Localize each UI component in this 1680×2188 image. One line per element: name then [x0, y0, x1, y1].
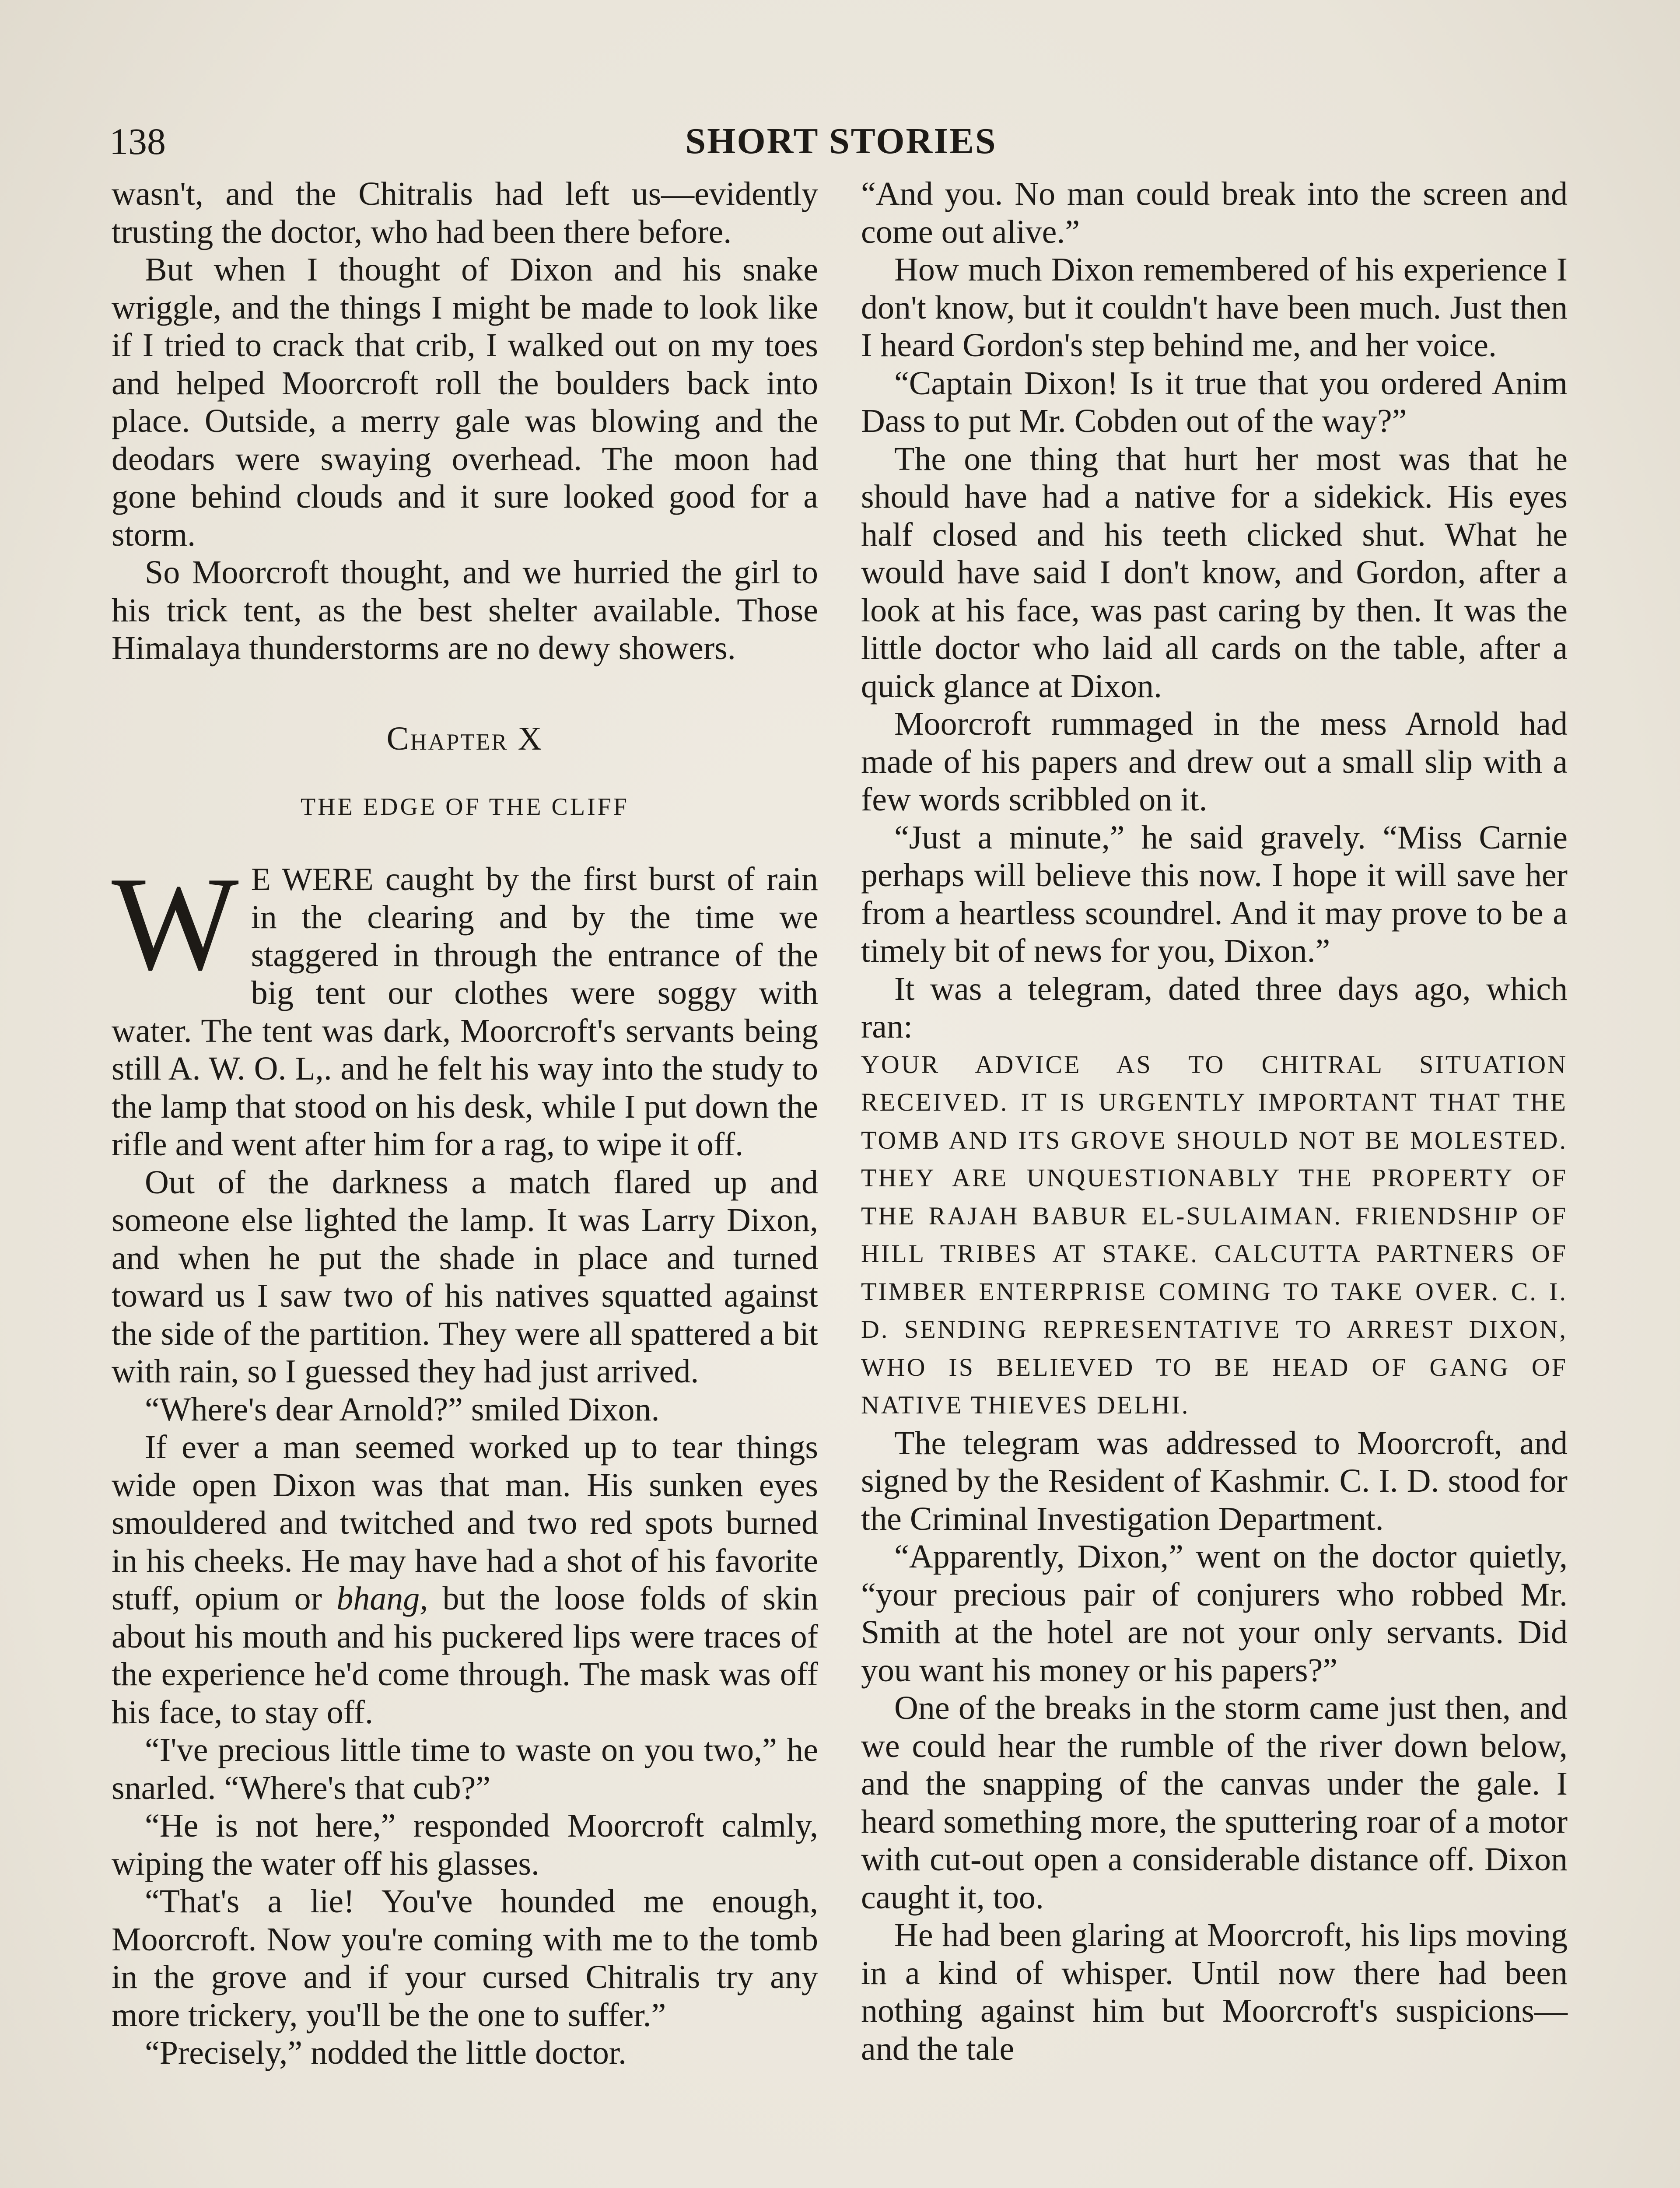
paragraph: “That's a lie! You've hounded me enough, Moorcroft. Now you're coming with me to the tomb in the grove and if your cursed Chitralis try any more trickery, you'll be the one to suffer.” — [112, 1883, 818, 2034]
paragraph: “Captain Dixon! Is it true that you ordered Anim Dass to put Mr. Cobden out of the way?” — [861, 365, 1568, 439]
chapter-heading: Chapter X — [386, 720, 543, 757]
paragraph: So Moorcroft thought, and we hurried the girl to his trick tent, as the best shelter available. Those Himalaya thunderstorms are no dewy showers. — [112, 554, 818, 666]
running-title: SHORT STORIES — [685, 121, 997, 161]
paragraph — [112, 860, 818, 1164]
left-column — [112, 175, 818, 2072]
paragraph: “Precisely,” nodded the little doctor. — [145, 2034, 626, 2071]
italic-word: bhang, — [336, 1580, 428, 1617]
chapter-opening — [112, 860, 818, 1164]
paragraph: “Just a minute,” he said gravely. “Miss Carnie perhaps will believe this now. I hope it will save her from a heartless scoundrel. And it may prove to be a timely bit of news for you, Dixon.” — [861, 819, 1568, 969]
paragraph: “Apparently, Dixon,” went on the doctor quietly, “your precious pair of conjurers who robbed Mr. Smith at the hotel are not your only servants. Did you want his money or his papers?” — [861, 1538, 1568, 1689]
paragraph: But when I thought of Dixon and his snake wriggle, and the things I might be made to look like if I tried to crack that crib, I walked out on my toes and helped Moorcroft roll the boulders back into place. Outside, a merry gale was blowing and the deodars were swaying overhead. The moon had gone behind clouds and it sure looked good for a storm. — [112, 251, 818, 553]
paragraph: One of the breaks in the storm came just then, and we could hear the rumble of the river down below, and the snapping of the canvas under the gale. I heard something more, the sputtering roar of a motor with cut-out open a considerable distance off. Dixon caught it, too. — [861, 1690, 1568, 1916]
page-number: 138 — [109, 120, 166, 162]
paragraph: The one thing that hurt her most was that he should have had a native for a sidekick. His eyes half closed and his teeth clicked shut. What he would have said I don't know, and Gordon, after a look at his face, was past caring by then. It was the little doctor who laid all cards on the table, after a quick glance at Dixon. — [861, 440, 1568, 705]
right-column — [861, 175, 1568, 2068]
lead-in: E WERE — [251, 861, 374, 898]
telegram-text: YOUR ADVICE AS TO CHITRAL SITUATION RECEIVED. IT IS URGENTLY IMPORTANT THAT THE TOMB AND ITS GROVE SHOULD NOT BE MOLESTED. THEY ARE UNQUESTIONABLY THE PROPERTY OF THE RAJAH BABUR EL-SULAIMAN. FRIENDSHIP OF HILL TRIBES AT STAKE. CALCUTTA PARTNERS OF TIMBER ENTERPRISE COMING TO TAKE OVER. C. I. D. SENDING REPRESENTATIVE TO ARREST DIXON, WHO IS BELIEVED TO BE HEAD OF GANG OF NATIVE THIEVES DELHI. — [861, 1050, 1568, 1419]
page-header — [109, 117, 1573, 165]
drop-cap: W — [112, 860, 239, 998]
paragraph: “I've precious little time to waste on you two,” he snarled. “Where's that cub?” — [112, 1732, 818, 1806]
chapter-title: THE EDGE OF THE CLIFF — [300, 793, 630, 820]
paragraph-text: but the loose folds of skin about his mouth and his puckered lips were traces of the experience he'd come through. The mask was off his face, to stay off. — [112, 1580, 819, 1731]
paragraph: The telegram was addressed to Moorcroft, and signed by the Resident of Kashmir. C. I. D. stood for the Criminal Investigation Department. — [861, 1424, 1568, 1537]
paragraph: He had been glaring at Moorcroft, his lips moving in a kind of whisper. Until now there had been nothing against him but Moorcroft's suspicions—and the tale — [861, 1917, 1568, 2067]
paragraph-text: caught by the first burst of rain in the clearing and by the time we staggered in through the entrance of the big tent our clothes were soggy with water. The tent was dark, Moorcroft's servants being still A. W. O. L,. and he felt his way into the study to the lamp that stood on his desk, while I put down the rifle and went after him for a rag, to wipe it off. — [112, 860, 818, 1163]
paragraph: How much Dixon remembered of his experience I don't know, but it couldn't have been much. Just then I heard Gordon's step behind me, and her voice. — [861, 251, 1568, 364]
paragraph: Moorcroft rummaged in the mess Arnold had made of his papers and drew out a small slip with a few words scribbled on it. — [861, 705, 1568, 818]
paragraph: “And you. No man could break into the screen and come out alive.” — [861, 175, 1568, 250]
paragraph: It was a telegram, dated three days ago, which ran: — [861, 970, 1568, 1045]
paragraph-text: If ever a man seemed worked up to tear things wide open Dixon was that man. His sunken eyes smouldered and twitched and two red spots burned in his cheeks. He may have had a shot of his favorite stuff, opium or — [112, 1429, 818, 1617]
paragraph: wasn't, and the Chitralis had left us—evidently trusting the doctor, who had been there before. — [112, 175, 818, 250]
paragraph: “Where's dear Arnold?” smiled Dixon. — [145, 1391, 660, 1428]
paragraph: “He is not here,” responded Moorcroft calmly, wiping the water off his glasses. — [112, 1807, 818, 1882]
paragraph — [112, 1428, 818, 1731]
paragraph: Out of the darkness a match flared up and someone else lighted the lamp. It was Larry Dixon, and when he put the shade in place and turned toward us I saw two of his natives squatted against the side of the partition. They were all spattered a bit with rain, so I guessed they had just arrived. — [112, 1164, 818, 1390]
